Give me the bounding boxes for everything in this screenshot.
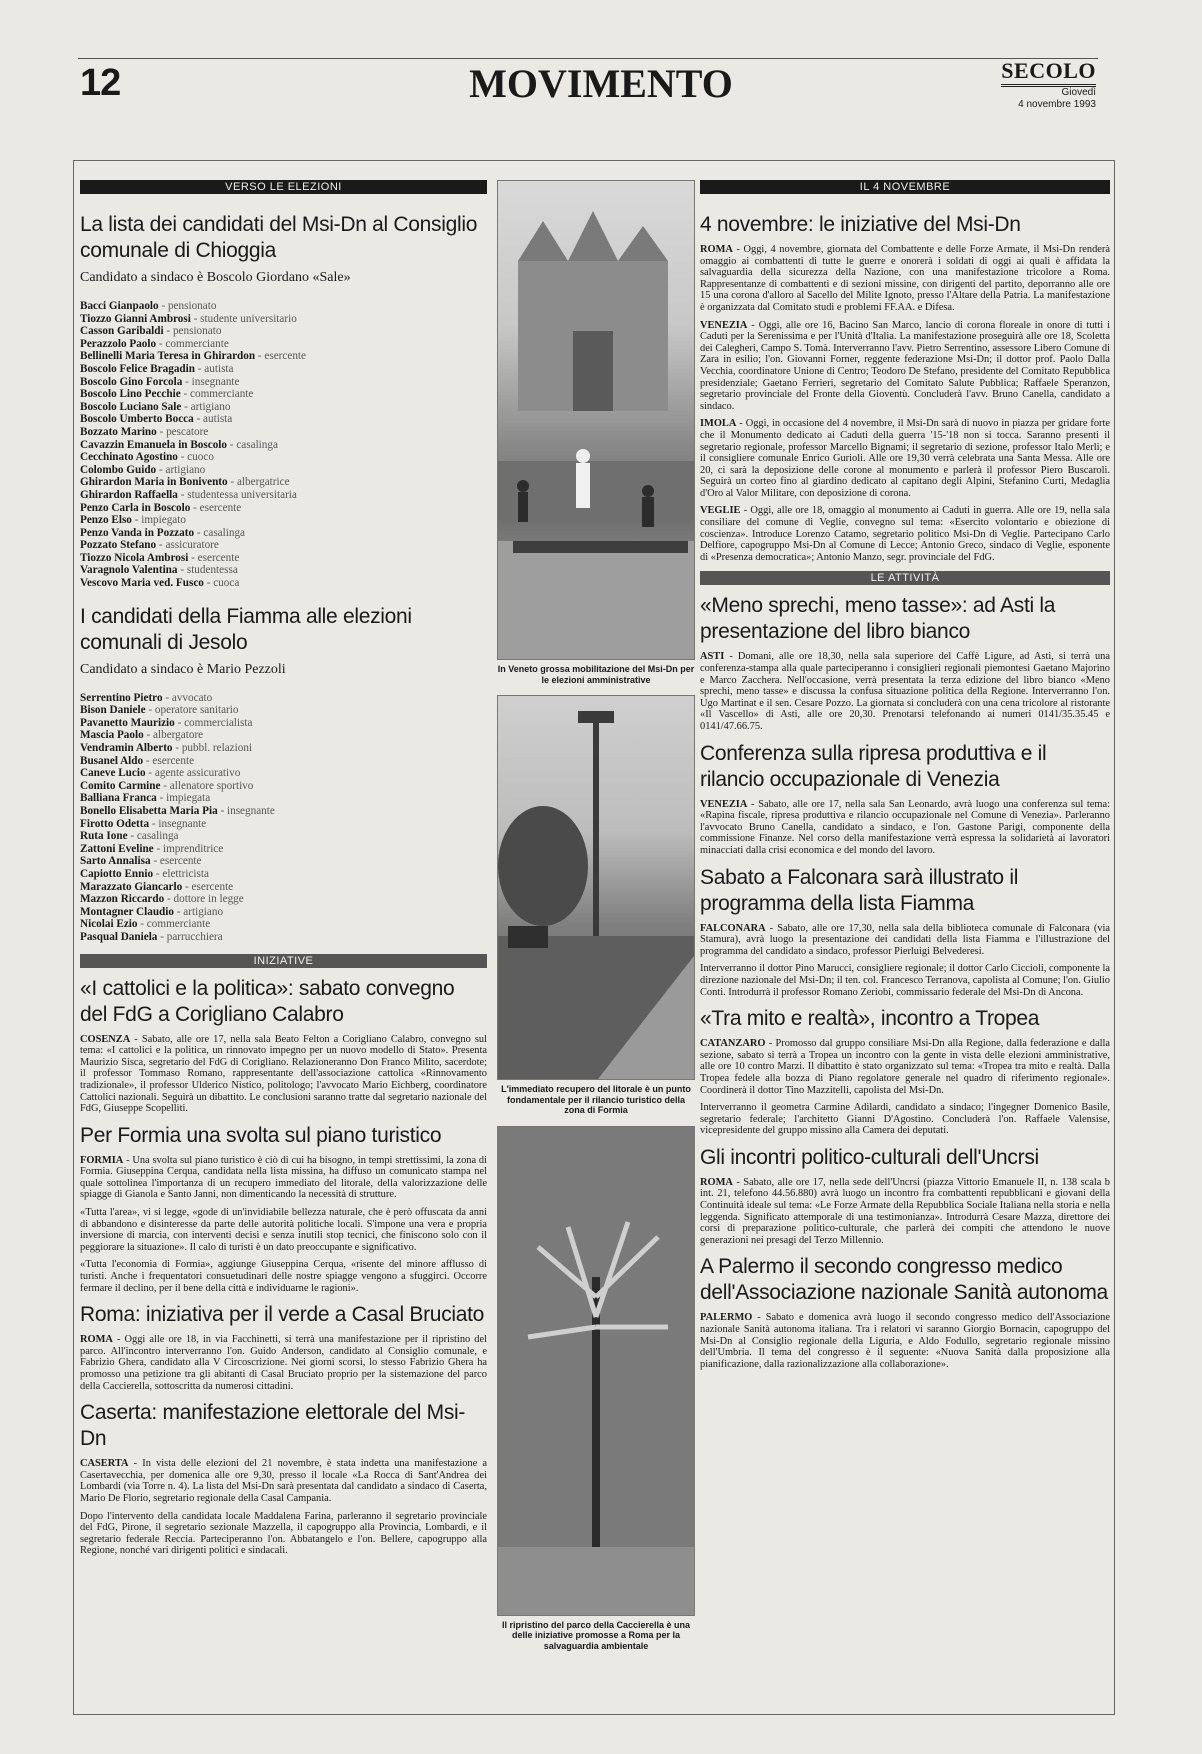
jesolo-candidate-name: Vendramin Alberto bbox=[80, 742, 173, 755]
jesolo-candidate-role: - casalinga bbox=[127, 830, 179, 843]
chioggia-candidate-role: - impiegato bbox=[131, 514, 186, 527]
photo-caption-formia: L'immediato recupero del litorale è un punto fondamentale per il rilancio turistico della zona di Formia bbox=[501, 1084, 691, 1115]
chioggia-candidate-name: Ghirardon Raffaella bbox=[80, 488, 178, 501]
jesolo-candidate-role: - insegnante bbox=[217, 805, 275, 817]
chioggia-candidate bbox=[80, 413, 487, 426]
asti-article bbox=[700, 651, 1110, 732]
chioggia-candidate-role: - studente universitario bbox=[190, 312, 297, 325]
jesolo-candidate-role: - esercente bbox=[143, 754, 195, 767]
chioggia-candidate bbox=[80, 464, 487, 477]
jesolo-candidate bbox=[80, 692, 487, 705]
jesolo-candidate bbox=[80, 830, 487, 843]
chioggia-candidate-name: Pozzato Stefano bbox=[80, 539, 157, 552]
roma-verde-headline: Roma: iniziativa per il verde a Casal Bruciato bbox=[80, 1303, 485, 1327]
chioggia-candidate-name: Penzo Elso bbox=[80, 514, 132, 527]
chioggia-candidate-role: - esercente bbox=[190, 501, 242, 514]
photo-caption-park: Il ripristino del parco della Caccierella è una delle iniziative promosse a Roma per la salvaguardia ambientale bbox=[501, 1619, 691, 1651]
jesolo-candidate-role: - pubbl. relazioni bbox=[172, 742, 253, 755]
chioggia-candidate bbox=[80, 350, 487, 363]
jesolo-candidate bbox=[80, 893, 487, 906]
palermo-headline: A Palermo il secondo congresso medico dell'Associazione nazionale Sanità autonoma bbox=[700, 1255, 1108, 1305]
jesolo-candidate bbox=[80, 792, 487, 805]
uncrsi-article bbox=[700, 1177, 1110, 1247]
jesolo-candidate-role: - artigiano bbox=[173, 905, 224, 918]
park-photo-illustration bbox=[498, 1127, 694, 1615]
chioggia-candidate-role: - cuoca bbox=[203, 577, 240, 590]
jesolo-candidate-role: - allenatore sportivo bbox=[160, 779, 254, 792]
jesolo-candidate-role: - agente assicurativo bbox=[145, 767, 241, 780]
venezia-conference-text: - Sabato, alle ore 17, nella sala San Leonardo, avrà luogo una conferenza sul tema: «Rapina fiscale, ripresa produttiva e rilancio occupazionale nel Comune di Venezia». Parleranno l'avvocato Bruno Canella, candidato a sindaco, e l'on. Gastone Parigi, componente della commissione Finanze. Nel corso della manifestazione verrà espressa la solidarietà ai lavoratori minacciati dalla crisi economica e del mondo del lavoro. bbox=[700, 798, 1110, 856]
jesolo-candidate-role: - commercialista bbox=[174, 716, 253, 729]
nov-imola-dateline: IMOLA bbox=[700, 418, 737, 430]
top-rule bbox=[78, 58, 1098, 59]
chioggia-candidate-name: Bozzato Marino bbox=[80, 425, 157, 438]
chioggia-candidate bbox=[80, 439, 487, 452]
jesolo-candidate-name: Pasqual Daniela bbox=[80, 930, 158, 943]
asti-dateline: ASTI bbox=[700, 651, 725, 663]
jesolo-candidate-name: Nicolai Ezio bbox=[80, 918, 138, 931]
jesolo-candidate bbox=[80, 704, 487, 717]
chioggia-candidate-role: - pensionato bbox=[158, 300, 217, 312]
masthead-date: 4 novembre 1993 bbox=[1018, 99, 1096, 110]
jesolo-candidate-name: Mascia Paolo bbox=[80, 729, 144, 742]
uncrsi-dateline: ROMA bbox=[700, 1176, 733, 1188]
tropea-text: - Promosso dal gruppo consiliare Msi-Dn alla Regione, dalla federazione e dalla sezione, sabato si terrà a Tropea un incontro con la gente in vista delle elezioni amministrative, alle ore 10 contro Marzi. Il dibattito è stato organizzato sul tema: «Tropea tra mito e realtà. Dalla Tropea fedele alla bozza di Piano regolatore generale nel quadro di riferimento regionale». Coordinerà il dottor Tino Mazzitelli, capolista del Msi-Dn. bbox=[700, 1038, 1110, 1096]
jesolo-candidate bbox=[80, 717, 487, 730]
asti-text: - Domani, alle ore 18,30, nella sala superiore del Caffè Ligure, ad Asti, si terrà una conferenza-stampa alla quale parteciperanno i consiglieri regionali piemontesi Gaetano Majorino e Marco Zacchera. Nell'occasione, verrà presentata la terza edizione del libro bianco «Meno sprechi, meno tasse» e discussa la confusa situazione politica della Regione. Interverranno l'on. Ugo Martinat e il sen. Cesare Pozzo. La giornata si concluderà con una cena tricolore al ristorante «Il Vascello» di Asti, alle ore 20,30. Prenotarsi telefonando ai numeri 0141/35.35.45 e 0141/47.66.75. bbox=[700, 651, 1110, 732]
chioggia-candidate bbox=[80, 338, 487, 351]
corigliano-article bbox=[80, 1034, 487, 1115]
chioggia-candidate-role: - casalinga bbox=[194, 526, 246, 539]
jesolo-candidate-role: - impiegata bbox=[156, 792, 211, 805]
corigliano-dateline: COSENZA bbox=[80, 1033, 131, 1045]
jesolo-candidate-list bbox=[80, 692, 487, 944]
chioggia-candidate bbox=[80, 577, 487, 590]
chioggia-candidate bbox=[80, 376, 487, 389]
chioggia-candidate bbox=[80, 300, 487, 313]
chioggia-candidate-name: Tiozzo Gianni Ambrosi bbox=[80, 312, 191, 325]
chioggia-candidate-role: - esercente bbox=[188, 551, 240, 564]
falconara-text: - Sabato, alle ore 17,30, nella sala della biblioteca comunale di Falconara (via Stamura), avrà luogo la presentazione dei candidati della lista Fiamma e l'illustrazione del programma del candidato a sindaco, professor Pierluigi Belvederesi. bbox=[700, 922, 1110, 957]
masthead bbox=[1000, 58, 1096, 111]
jesolo-candidate-role: - commerciante bbox=[137, 918, 211, 931]
palermo-text: - Sabato e domenica avrà luogo il secondo congresso medico dell'Associazione nazionale Sanità autonoma italiana. Tra i relatori vi saranno Giorgio Bornacin, capogruppo del Msi-Dn al Consiglio regionale della Liguria, e Aldo Fodullo, segretario regionale missino dell'Umbria. Il tema del congresso è il seguente: «Nuova Sanità dalla proposizione alla pianificazione, dalla razionalizzazione alla collaborazione». bbox=[700, 1312, 1110, 1370]
formia-article bbox=[80, 1155, 487, 1201]
chioggia-candidate-role: - artigiano bbox=[181, 400, 231, 413]
corigliano-text: - Sabato, alle ore 17, nella sala Beato Felton a Corigliano Calabro, convegno sul tema: «I cattolici e la politica, un rinnovato impegno per un nuovo modello di Stato». Presenta Maurizio Sisca, segretario del FdG di Corigliano. Relazioneranno Don Franco Milito, sacerdote; il professor Tommaso Romano, rappresentante dell'associazione cattolica «Rinnovamento tradizionale», il professor Ulderico Nistico, politologo; l'avvocato Mario Eichberg, coordinatore Cattolici nazionali. Seguirà un dibattito. Le conclusioni saranno tratte dal segretario nazionale del FdG, Giuseppe Scopelliti. bbox=[80, 1033, 487, 1115]
jesolo-candidate-name: Bonello Elisabetta Maria Pia bbox=[80, 805, 218, 817]
section-title: MOVIMENTO bbox=[469, 61, 733, 106]
falconara-article bbox=[700, 923, 1110, 958]
chioggia-candidate bbox=[80, 313, 487, 326]
jesolo-candidate-name: Comito Carmine bbox=[80, 779, 161, 792]
jesolo-headline: I candidati della Fiamma alle elezioni comunali di Jesolo bbox=[80, 604, 412, 654]
chioggia-candidate-list bbox=[80, 300, 487, 590]
nov-headline: 4 novembre: le iniziative del Msi-Dn bbox=[700, 213, 1021, 236]
formia-coast-photo bbox=[497, 695, 695, 1080]
chioggia-candidate bbox=[80, 564, 487, 577]
chioggia-candidate-role: - insegnante bbox=[182, 375, 240, 388]
chioggia-candidate bbox=[80, 426, 487, 439]
nov-venezia-article bbox=[700, 320, 1110, 413]
uncrsi-text: - Sabato, alle ore 17, nella sede dell'Uncrsi (piazza Vittorio Emanuele II, n. 138 scala b int. 21, telefono 44.56.880) avrà luogo un incontro fra combattenti repubblicani e giovani della Continuità ideale sul tema: «Le Forze Armate della Repubblica Sociale Italiana nella storia e nella leggenda. Significato attemporale di una testimonianza». Introdurrà Cesare Mazza, direttore dei corsi di preparazione politico-culturale, che parlerà dei compiti che attendono le nuove generazioni nei presagi del Terzo Millennio. bbox=[700, 1176, 1110, 1246]
park-photo bbox=[497, 1126, 695, 1616]
chioggia-candidate-role: - casalinga bbox=[227, 438, 278, 451]
chioggia-candidate-role: - studentessa bbox=[177, 564, 238, 577]
jesolo-candidate bbox=[80, 818, 487, 831]
nov-roma-article bbox=[700, 244, 1110, 314]
jesolo-candidate-name: Caneve Lucio bbox=[80, 767, 146, 780]
jesolo-candidate bbox=[80, 906, 487, 919]
photo-caption-venice: In Veneto grossa mobilitazione del Msi-Dn per le elezioni amministrative bbox=[497, 664, 695, 685]
page-number: 12 bbox=[80, 62, 121, 104]
jesolo-candidate-name: Montagner Claudio bbox=[80, 905, 174, 918]
jesolo-candidate bbox=[80, 742, 487, 755]
falconara-headline: Sabato a Falconara sarà illustrato il programma della lista Fiamma bbox=[700, 865, 1019, 915]
formia-paragraph-3: «Tutta l'economia di Formia», aggiunge Giuseppina Cerqua, «risente del minore afflusso di turisti. Anche i frequentatori consuetudinari delle nostre spiagge vengono a sfuggirci. Occorre fermare il declino, per il bene della città e individuarne le ragioni». bbox=[80, 1259, 487, 1294]
jesolo-candidate bbox=[80, 931, 487, 944]
chioggia-headline: La lista dei candidati del Msi-Dn al Consiglio comunale di Chioggia bbox=[80, 213, 478, 262]
jesolo-candidate bbox=[80, 805, 487, 818]
roma-verde-dateline: ROMA bbox=[80, 1334, 113, 1346]
chioggia-subheadline: Candidato a sindaco è Boscolo Giordano «Sale» bbox=[80, 270, 351, 285]
jesolo-candidate-role: - imprenditrice bbox=[153, 842, 224, 855]
bar-activities: LE ATTIVITÀ bbox=[700, 571, 1110, 585]
jesolo-candidate-role: - insegnante bbox=[149, 817, 207, 830]
chioggia-candidate-name: Boscolo Felice Bragadin bbox=[80, 362, 195, 375]
caserta-text: - In vista delle elezioni del 21 novembre, è stata indetta una manifestazione a Casertavecchia, per domenica alle ore 9,30, presso il locale «La Rocca di Sant'Andrea dei Lombardi (via Torre n. 4). La lista del Msi-Dn sarà presentata dal candidato a sindaco di Caserta, Mario De Florio, segretario regionale della Casal Campania. bbox=[80, 1458, 487, 1504]
nov-roma-dateline: ROMA bbox=[700, 244, 733, 255]
roma-verde-text: - Oggi alle ore 18, in via Facchinetti, si terrà una manifestazione per il ripristino del parco. All'incontro interverranno l'on. Guido Anderson, candidato al Consiglio comunale, e Fabrizio Ghera, candidato alla V Circoscrizione. Nei giorni scorsi, lo stesso Fabrizio Ghera ha promosso una petizione tra gli abitanti di Casal Bruciato proprio per la sistemazione del parco della Caccierella, sottoscritta da numerosi cittadini. bbox=[80, 1334, 487, 1392]
bar-elections: VERSO LE ELEZIONI bbox=[80, 180, 487, 194]
bar-initiatives: INIZIATIVE bbox=[80, 954, 487, 968]
venezia-conference-headline: Conferenza sulla ripresa produttiva e il rilancio occupazionale di Venezia bbox=[700, 741, 1047, 791]
jesolo-candidate bbox=[80, 729, 487, 742]
paper-logo: SECOLO bbox=[1001, 58, 1096, 87]
chioggia-candidate-role: - cuoco bbox=[177, 451, 214, 464]
jesolo-candidate bbox=[80, 881, 487, 894]
chioggia-candidate-name: Colombo Guido bbox=[80, 463, 157, 476]
chioggia-candidate-name: Perazzolo Paolo bbox=[80, 337, 157, 350]
palermo-dateline: PALERMO bbox=[700, 1312, 753, 1324]
jesolo-candidate-role: - dottore in legge bbox=[164, 893, 244, 906]
chioggia-candidate-role: - commerciante bbox=[180, 388, 254, 401]
jesolo-candidate-name: Zattoni Eveline bbox=[80, 842, 154, 855]
chioggia-candidate-name: Casson Garibaldi bbox=[80, 325, 164, 338]
chioggia-candidate bbox=[80, 401, 487, 414]
chioggia-candidate bbox=[80, 489, 487, 502]
jesolo-candidate-name: Capiotto Ennio bbox=[80, 867, 154, 880]
jesolo-candidate-role: - operatore sanitario bbox=[145, 704, 239, 717]
nov-roma-text: - Oggi, 4 novembre, giornata del Combattente e delle Forze Armate, il Msi-Dn renderà omaggio ai combattenti di tutte le guerre e onorerà i soldati di oggi ai quali è affidata la salvaguardia della sicurezza della Nazione, con una manifestazione tricolore a Roma. Rappresentanze di combattenti e di sezioni missine, con dirigenti del partito, deporranno alle ore 15 una corona d'alloro al Sacello del Milite Ignoto, presso l'Altare della Patria. La manifestazione è organizzata dal Comitato studi e problemi FF.AA. e Difesa. bbox=[700, 244, 1110, 313]
chioggia-candidate-name: Cecchinato Agostino bbox=[80, 451, 178, 464]
chioggia-candidate bbox=[80, 363, 487, 376]
jesolo-candidate-role: - esercente bbox=[182, 880, 234, 893]
chioggia-candidate bbox=[80, 451, 487, 464]
chioggia-candidate bbox=[80, 552, 487, 565]
chioggia-candidate-role: - pensionato bbox=[163, 325, 222, 338]
corigliano-headline: «I cattolici e la politica»: sabato convegno del FdG a Corigliano Calabro bbox=[80, 976, 455, 1026]
palermo-article bbox=[700, 1312, 1110, 1370]
chioggia-candidate-name: Vescovo Maria ved. Fusco bbox=[80, 577, 204, 590]
chioggia-candidate bbox=[80, 502, 487, 515]
caserta-headline: Caserta: manifestazione elettorale del Msi-Dn bbox=[80, 1401, 466, 1451]
formia-paragraph-2: «Tutta l'area», vi si legge, «gode di un'invidiabile bellezza naturale, che è però offuscata da anni di abbandono e disinteresse da parte delle autorità politiche locali. S'impone una vera e propria inversione di marcia, con interventi decisi e senza inutili stop tecnici, che finiscono solo con il peggiorare la situazione». Il calo di turisti è un dato preoccupante e significativo. bbox=[80, 1207, 487, 1253]
jesolo-candidate bbox=[80, 767, 487, 780]
caserta-dateline: CASERTA bbox=[80, 1458, 129, 1470]
falconara-dateline: FALCONARA bbox=[700, 922, 766, 934]
chioggia-candidate-name: Boscolo Lino Pecchie bbox=[80, 388, 181, 401]
chioggia-candidate-role: - artigiano bbox=[156, 463, 206, 476]
jesolo-candidate bbox=[80, 868, 487, 881]
chioggia-candidate-name: Ghirardon Maria in Bonivento bbox=[80, 476, 228, 489]
jesolo-candidate-name: Sarto Annalisa bbox=[80, 855, 151, 868]
venice-flood-photo bbox=[497, 180, 695, 660]
jesolo-candidate-role: - esercente bbox=[150, 855, 202, 868]
nov-imola-article bbox=[700, 418, 1110, 499]
formia-photo-illustration bbox=[498, 696, 694, 1079]
chioggia-candidate-name: Boscolo Luciano Sale bbox=[80, 400, 182, 413]
jesolo-subheadline: Candidato a sindaco è Mario Pezzoli bbox=[80, 661, 286, 677]
chioggia-candidate bbox=[80, 527, 487, 540]
bar-4-november: IL 4 NOVEMBRE bbox=[700, 180, 1110, 194]
photo-column bbox=[497, 180, 695, 1661]
venice-photo-illustration bbox=[498, 181, 694, 659]
falconara-paragraph-2: Interverranno il dottor Pino Marucci, consigliere regionale; il dottor Carlo Ciccioli, componente la direzione nazionale del Msi-Dn; il ten. col. Francesco Terranova, capolista al Comune; l'on. Giulio Conti. Introdurrà il professor Romano Zeriobi, commissario federale del Msi-Dn di Ancona. bbox=[700, 963, 1110, 998]
nov-imola-text: - Oggi, in occasione del 4 novembre, il Msi-Dn sarà di nuovo in piazza per gridare forte che il Monumento dedicato ai Caduti della guerra '15-'18 non si tocca. Saranno presenti il segretario regionale, professor Marcello Bignami; il segretario di sezione, professor Italo Merli; e il consigliere comunale Enrico Gurioli. Alle ore 19,30 verrà celebrata una Santa Messa. Alle ore 20, ci sarà la deposizione delle corone al monumento e parlerà il professor Piero Buscaroli. Seguirà un corteo fino al giardino dedicato al capitano degli Alpini, Stefanino Curti, Medaglia d'Oro al Valor Militare, con deposizione di corona. bbox=[700, 418, 1110, 499]
formia-dateline: FORMIA bbox=[80, 1154, 124, 1166]
asti-headline: «Meno sprechi, meno tasse»: ad Asti la presentazione del libro bianco bbox=[700, 594, 1056, 644]
chioggia-candidate bbox=[80, 539, 487, 552]
chioggia-candidate-role: - albergatrice bbox=[227, 476, 290, 489]
chioggia-candidate-role: - esercente bbox=[255, 350, 307, 363]
jesolo-candidate-name: Marazzato Giancarlo bbox=[80, 880, 183, 893]
chioggia-candidate bbox=[80, 514, 487, 527]
jesolo-candidate-name: Busanel Aldo bbox=[80, 754, 144, 767]
chioggia-candidate-role: - assicuratore bbox=[156, 539, 219, 552]
chioggia-candidate-name: Bellinelli Maria Teresa in Ghirardon bbox=[80, 350, 256, 363]
chioggia-candidate-role: - commerciante bbox=[156, 337, 229, 350]
jesolo-candidate bbox=[80, 918, 487, 931]
venezia-conference-dateline: VENEZIA bbox=[700, 798, 748, 810]
masthead-weekday: Giovedì bbox=[1061, 87, 1096, 98]
nov-veglie-dateline: VEGLIE bbox=[700, 505, 741, 517]
nov-veglie-text: - Oggi, alle ore 18, omaggio al monumento ai Caduti in guerra. Alle ore 19, nella sala consiliare del comune di Veglie, convegno sul tema: «Esercito volontario e obiezione di coscienza». Introduce Lorenzo Catamo, segretario politico Msi-Dn di Veglie. Partecipano Carlo Delfiore, capogruppo Msi-Dn al Comune di Lecce; Antonio Greco, sindaco di Veglie, esponente di «Presenza democratica»; Antonio Manzo, segr. provinciale del FdG. bbox=[700, 505, 1110, 563]
chioggia-candidate bbox=[80, 325, 487, 338]
chioggia-candidate-name: Tiozzo Nicola Ambrosi bbox=[80, 551, 189, 564]
nov-veglie-article bbox=[700, 505, 1110, 563]
chioggia-candidate-role: - studentessa universitaria bbox=[177, 488, 297, 501]
roma-verde-article bbox=[80, 1334, 487, 1392]
chioggia-candidate-name: Boscolo Umberto Bocca bbox=[80, 413, 194, 426]
jesolo-candidate-name: Mazzon Riccardo bbox=[80, 893, 165, 906]
uncrsi-headline: Gli incontri politico-culturali dell'Uncrsi bbox=[700, 1145, 1039, 1169]
nov-venezia-dateline: VENEZIA bbox=[700, 319, 748, 331]
tropea-article bbox=[700, 1038, 1110, 1096]
jesolo-candidate-name: Pavanetto Maurizio bbox=[80, 716, 175, 729]
chioggia-candidate-name: Varagnolo Valentina bbox=[80, 564, 178, 577]
chioggia-candidate-name: Bacci Gianpaolo bbox=[80, 300, 159, 312]
jesolo-candidate bbox=[80, 755, 487, 768]
jesolo-candidate bbox=[80, 843, 487, 856]
right-column bbox=[700, 180, 1110, 1376]
formia-headline: Per Formia una svolta sul piano turistico bbox=[80, 1123, 442, 1147]
jesolo-candidate bbox=[80, 855, 487, 868]
tropea-headline: «Tra mito e realtà», incontro a Tropea bbox=[700, 1007, 1040, 1031]
left-column bbox=[80, 180, 487, 1563]
chioggia-candidate-name: Cavazzin Emanuela in Boscolo bbox=[80, 438, 227, 451]
jesolo-candidate-name: Balliana Franca bbox=[80, 792, 157, 805]
nov-venezia-text: - Oggi, alle ore 16, Bacino San Marco, lancio di corona floreale in onore di tutti i Caduti per la Serenissima e per l'Unità d'Italia. La manifestazione proseguirà alle ore 18, Scoletta dei Calegheri, Campo S. Tomà. Interverranno l'avv. Pietro Serrentino, assessore Libero Comune di Zara in esilio; l'on. Giovanni Forner, reggente federazione Msi-Dn; il dottor prof. Paolo Dalla Vecchia, coordinatore Unione di Centro; Teodoro De Stefano, presidente del Comitato Repubblica presidenziale; Gaetano Ferrieri, segretario del Comitato Salute Pubblica; Raffaele Speranzon, segretario provinciale del Fronte della Gioventù. Concluderà l'avv. Bruno Canella, candidato a sindaco. bbox=[700, 319, 1110, 412]
jesolo-candidate-name: Serrentino Pietro bbox=[80, 691, 163, 704]
chioggia-candidate-name: Penzo Vanda in Pozzato bbox=[80, 526, 195, 539]
caserta-article bbox=[80, 1458, 487, 1504]
jesolo-candidate-name: Bison Daniele bbox=[80, 704, 146, 717]
chioggia-candidate bbox=[80, 388, 487, 401]
chioggia-candidate-name: Boscolo Gino Forcola bbox=[80, 375, 183, 388]
chioggia-candidate bbox=[80, 476, 487, 489]
jesolo-candidate bbox=[80, 780, 487, 793]
formia-text: - Una svolta sul piano turistico è ciò di cui ha bisogno, in tempi strettissimi, la zona di Formia. Giuseppina Cerqua, candidata nella lista missina, ha diffuso un comunicato stampa nel quale sottolinea l'importanza di un recupero immediato del litorale, della valorizzazione delle spiagge di Gianola e Santo Janni, non dimenticando la necessità di strutture. bbox=[80, 1154, 487, 1201]
chioggia-candidate-role: - autista bbox=[194, 362, 234, 375]
jesolo-candidate-role: - elettricista bbox=[153, 867, 209, 880]
jesolo-candidate-role: - avvocato bbox=[162, 691, 213, 704]
jesolo-candidate-name: Firotto Odetta bbox=[80, 817, 150, 830]
chioggia-candidate-role: - autista bbox=[193, 413, 233, 426]
jesolo-candidate-role: - parrucchiera bbox=[157, 930, 223, 943]
tropea-dateline: CATANZARO bbox=[700, 1038, 766, 1050]
jesolo-candidate-role: - albergatore bbox=[143, 729, 204, 742]
chioggia-candidate-name: Penzo Carla in Boscolo bbox=[80, 501, 191, 514]
caserta-paragraph-2: Dopo l'intervento della candidata locale Maddalena Farina, parleranno il segretario provinciale del FdG, Pirone, il segretario sezionale Mazzella, il capogruppo alla Provincia, Lombardi, e il segretario federale Reccia. Parteciperanno l'on. Abbatangelo e l'on. Bellere, capogruppo alla Regione, nonché vari dirigenti politici e sindacali. bbox=[80, 1510, 487, 1557]
jesolo-candidate-name: Ruta Ione bbox=[80, 830, 128, 843]
venezia-conference-article bbox=[700, 799, 1110, 857]
tropea-paragraph-2: Interverranno il geometra Carmine Adilardi, candidato a sindaco; l'ingegner Domenico Basile, segretario federale; l'architetto Gianni D'Agostino. Concluderà l'on. Raffaele Valensise, vicepresidente del gruppo missino alla Camera dei deputati. bbox=[700, 1102, 1110, 1137]
chioggia-candidate-role: - pescatore bbox=[156, 425, 209, 438]
